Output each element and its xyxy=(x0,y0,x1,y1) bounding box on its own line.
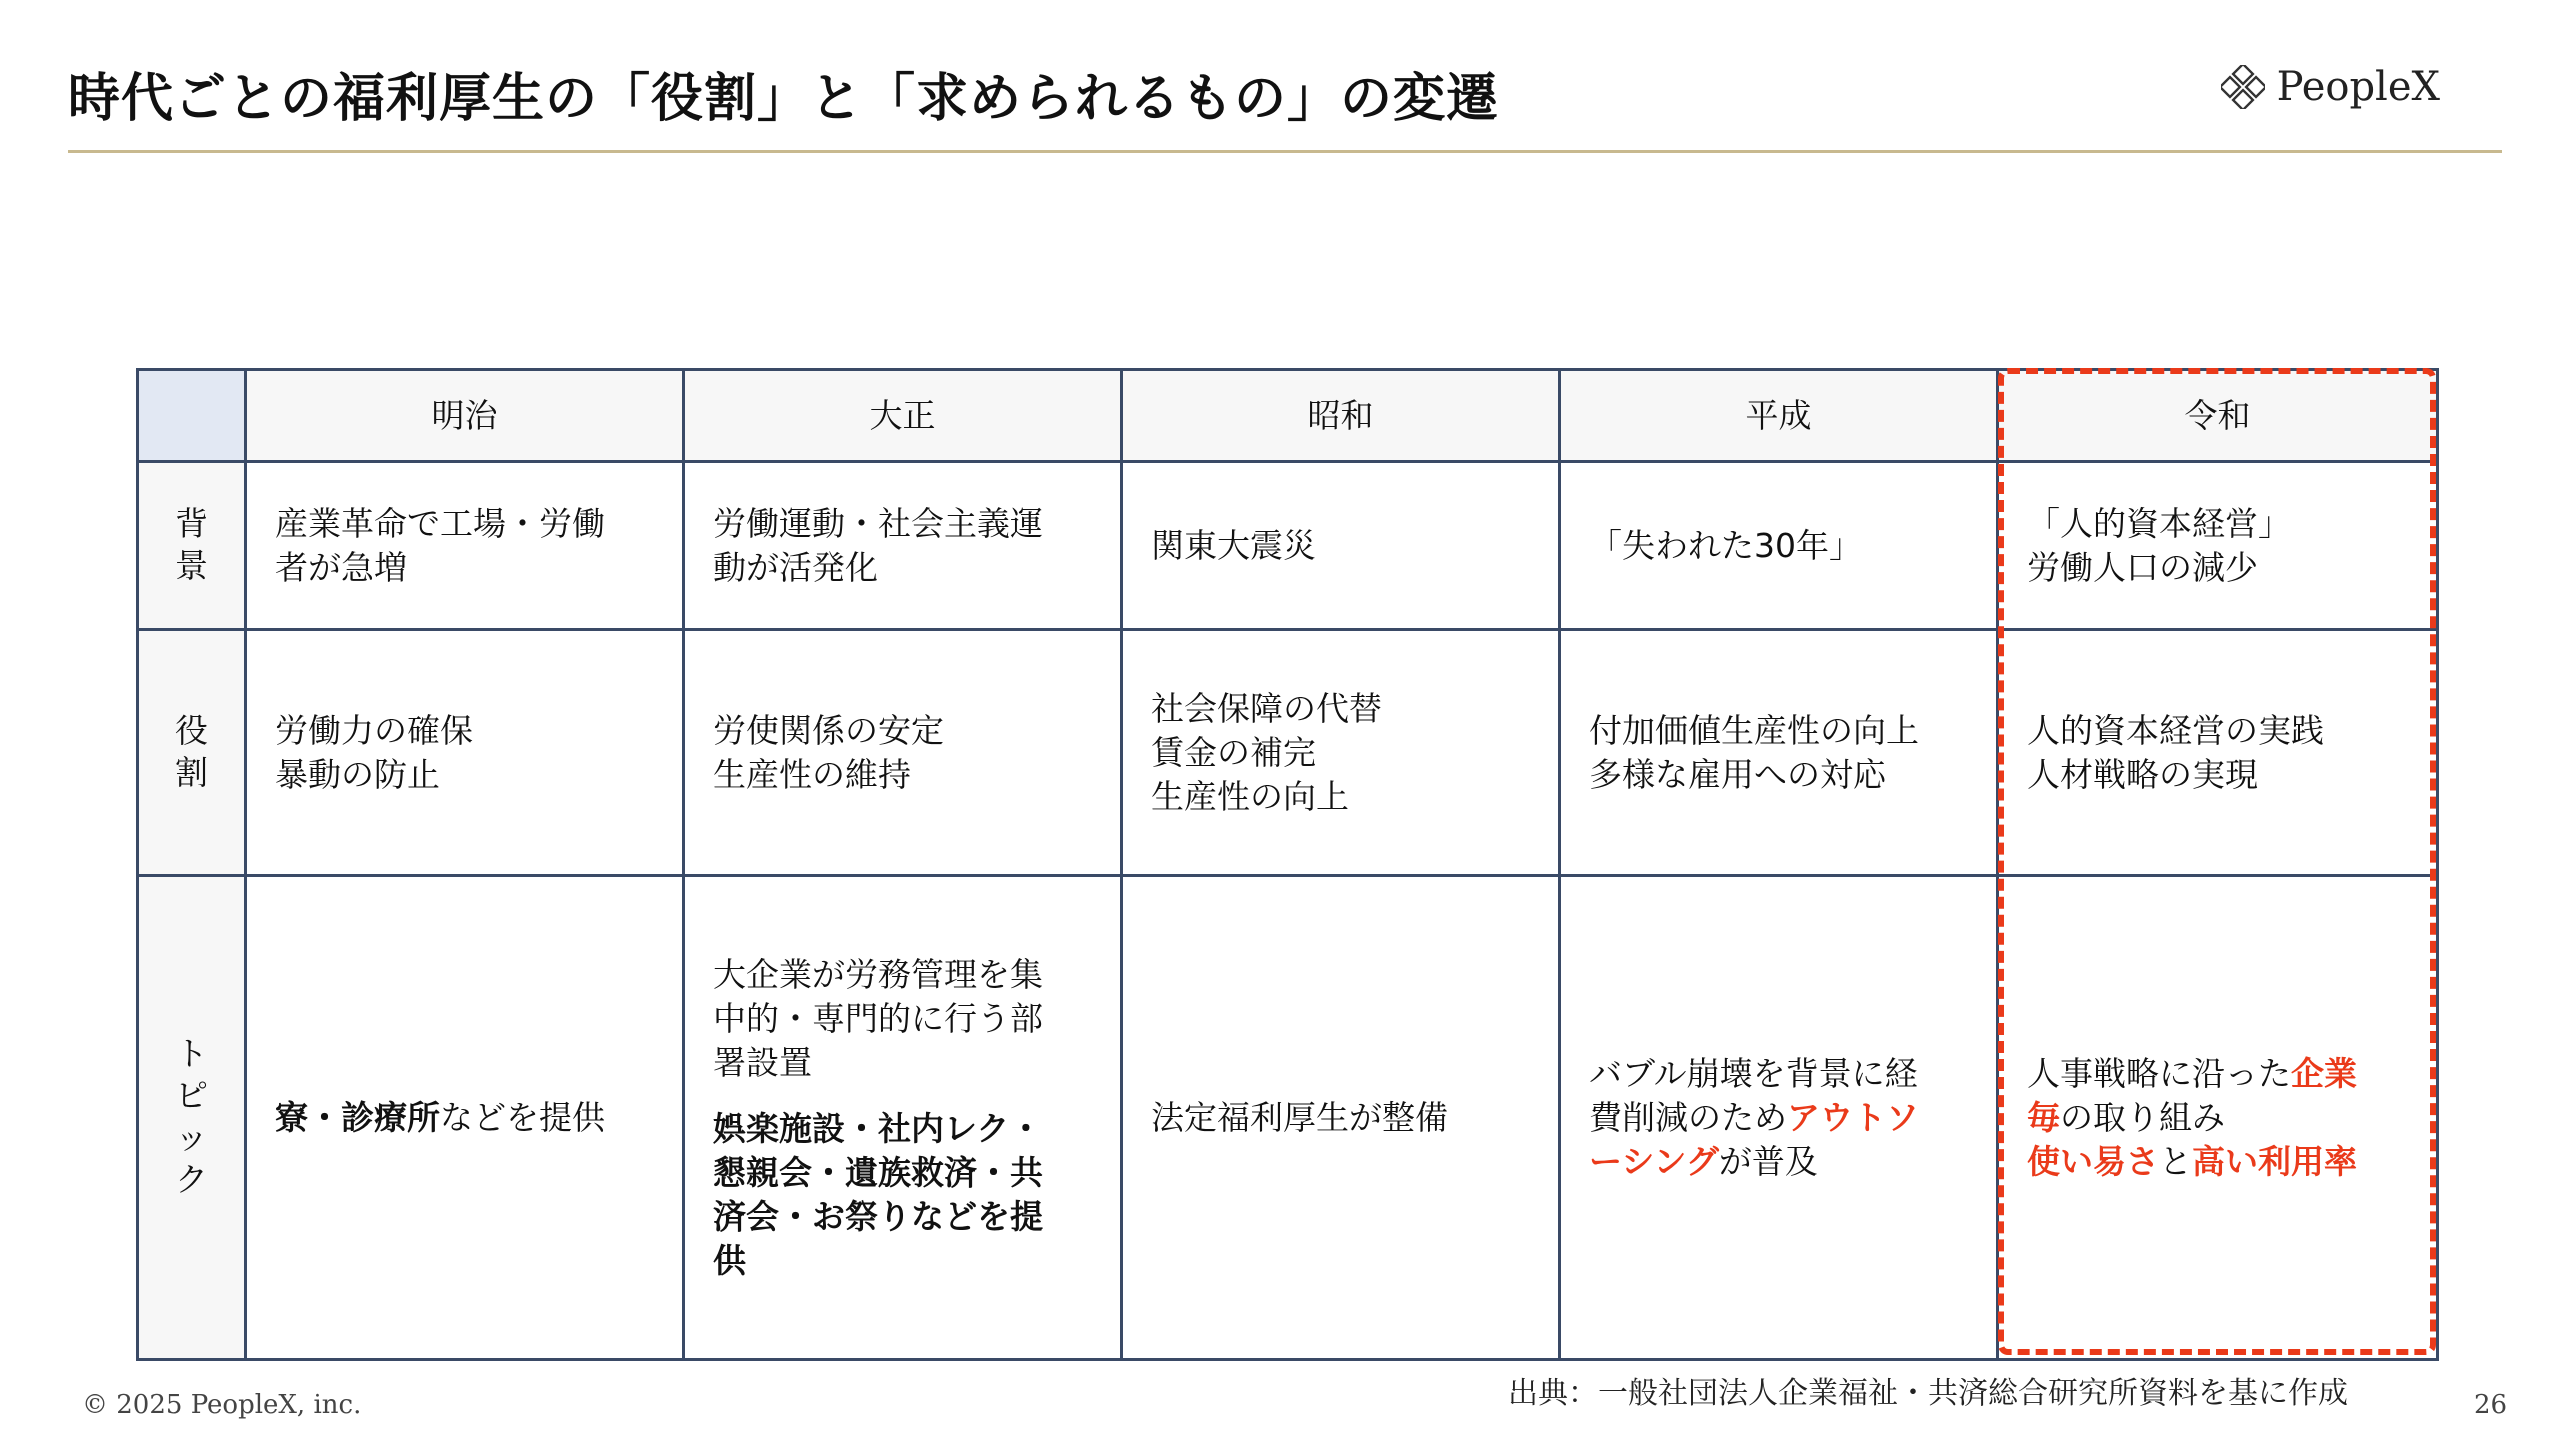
corner-cell xyxy=(138,370,246,462)
highlight-text: アウトソ xyxy=(1787,1097,1919,1137)
cell-text: 懇親会・遺族救済・共 xyxy=(713,1152,1043,1192)
brand-name: PeopleX xyxy=(2276,64,2440,110)
plain-text: などを提供 xyxy=(440,1097,605,1137)
highlight-text: 高い利用率 xyxy=(2192,1141,2357,1181)
plain-text: 費削減のため xyxy=(1589,1097,1787,1137)
cell-text: 者が急増 xyxy=(275,547,407,587)
cell-text: 署設置 xyxy=(713,1042,812,1082)
row-header-topic xyxy=(138,876,246,1360)
cell-topic-reiwa xyxy=(1998,876,2438,1360)
cell-role-reiwa xyxy=(1998,630,2438,876)
plain-text: と xyxy=(2159,1141,2192,1181)
plain-text: の取り組み xyxy=(2060,1097,2225,1137)
copyright: © 2025 PeopleX, inc. xyxy=(82,1390,362,1420)
highlight-text: ーシング xyxy=(1589,1141,1719,1181)
cell-text xyxy=(2027,1140,2408,1184)
cell-text: 付加価値生産性の向上 xyxy=(1589,710,1919,750)
table-row-topic xyxy=(138,876,2438,1360)
era-table-container xyxy=(136,368,2436,1358)
cell-background-meiji xyxy=(246,462,684,630)
cell-background-showa xyxy=(1122,462,1560,630)
cell-topic-heisei xyxy=(1560,876,1998,1360)
cell-background-heisei xyxy=(1560,462,1998,630)
cell-text: 娯楽施設・社内レク・ xyxy=(713,1108,1043,1148)
header-row xyxy=(138,370,2438,462)
diamond-lattice-icon xyxy=(2221,65,2265,109)
cell-text: 動が活発化 xyxy=(713,547,878,587)
page-title: 時代ごとの福利厚生の「役割」と「求められるもの」の変遷 xyxy=(68,69,1500,129)
cell-text: バブル崩壊を背景に経 xyxy=(1589,1053,1918,1093)
cell-text: 供 xyxy=(713,1240,746,1280)
cell-text: 済会・お祭りなどを提 xyxy=(713,1196,1043,1236)
cell-text: 生産性の向上 xyxy=(1151,776,1349,816)
cell-role-showa xyxy=(1122,630,1560,876)
cell-text xyxy=(275,1096,654,1140)
cell-text: 社会保障の代替 xyxy=(1151,688,1382,728)
table-row-background xyxy=(138,462,2438,630)
cell-text: 暴動の防止 xyxy=(275,754,440,794)
cell-topic-taisho xyxy=(684,876,1122,1360)
table-row-role xyxy=(138,630,2438,876)
column-header-taisho: 大正 xyxy=(684,370,1122,462)
cell-text: 法定福利厚生が整備 xyxy=(1151,1097,1448,1137)
highlight-text: 企業 xyxy=(2291,1053,2357,1093)
era-table xyxy=(136,368,2439,1361)
cell-text: 多様な雇用への対応 xyxy=(1589,754,1886,794)
cell-role-taisho xyxy=(684,630,1122,876)
cell-text: 人材戦略の実現 xyxy=(2027,754,2258,794)
column-header-reiwa: 令和 xyxy=(1998,370,2438,462)
page-number: 26 xyxy=(2474,1390,2508,1420)
cell-text: 大企業が労務管理を集 xyxy=(713,954,1043,994)
cell-text: 「失われた30年」 xyxy=(1589,525,1862,565)
cell-text xyxy=(1589,1140,1968,1184)
cell-text xyxy=(2027,1096,2408,1140)
cell-text xyxy=(2027,1052,2408,1096)
cell-role-heisei xyxy=(1560,630,1998,876)
cell-text: 中的・専門的に行う部 xyxy=(713,998,1043,1038)
column-header-showa: 昭和 xyxy=(1122,370,1560,462)
plain-text: 人事戦略に沿った xyxy=(2027,1053,2291,1093)
cell-text: 生産性の維持 xyxy=(713,754,911,794)
cell-text: 「人的資本経営」 xyxy=(2027,503,2291,543)
plain-text: が普及 xyxy=(1718,1141,1818,1181)
cell-background-reiwa xyxy=(1998,462,2438,630)
cell-text: 人的資本経営の実践 xyxy=(2027,710,2324,750)
column-header-heisei: 平成 xyxy=(1560,370,1998,462)
cell-text: 産業革命で工場・労働 xyxy=(275,503,605,543)
title-divider xyxy=(68,150,2502,153)
cell-text: 賃金の補完 xyxy=(1151,732,1316,772)
row-header-background xyxy=(138,462,246,630)
cell-text: 労働人口の減少 xyxy=(2027,547,2258,587)
cell-role-meiji xyxy=(246,630,684,876)
emphasis-text: 寮・診療所 xyxy=(275,1097,440,1137)
source-note: 出典：一般社団法人企業福祉・共済総合研究所資料を基に作成 xyxy=(1508,1376,2348,1411)
row-label: トピック xyxy=(175,1034,208,1199)
cell-topic-showa xyxy=(1122,876,1560,1360)
cell-text: 関東大震災 xyxy=(1151,525,1316,565)
cell-text: 労使関係の安定 xyxy=(713,710,944,750)
cell-text: 労働力の確保 xyxy=(275,710,473,750)
row-header-role xyxy=(138,630,246,876)
spacer xyxy=(713,1085,1092,1107)
cell-text: 労働運動・社会主義運 xyxy=(713,503,1043,543)
cell-topic-meiji xyxy=(246,876,684,1360)
highlight-text: 毎 xyxy=(2027,1097,2060,1137)
cell-background-taisho xyxy=(684,462,1122,630)
highlight-text: 使い易さ xyxy=(2027,1141,2159,1181)
row-label: 役割 xyxy=(175,711,208,792)
column-header-meiji: 明治 xyxy=(246,370,684,462)
brand-logo xyxy=(2221,64,2440,110)
row-label: 背景 xyxy=(175,504,208,585)
cell-text xyxy=(1589,1096,1968,1140)
